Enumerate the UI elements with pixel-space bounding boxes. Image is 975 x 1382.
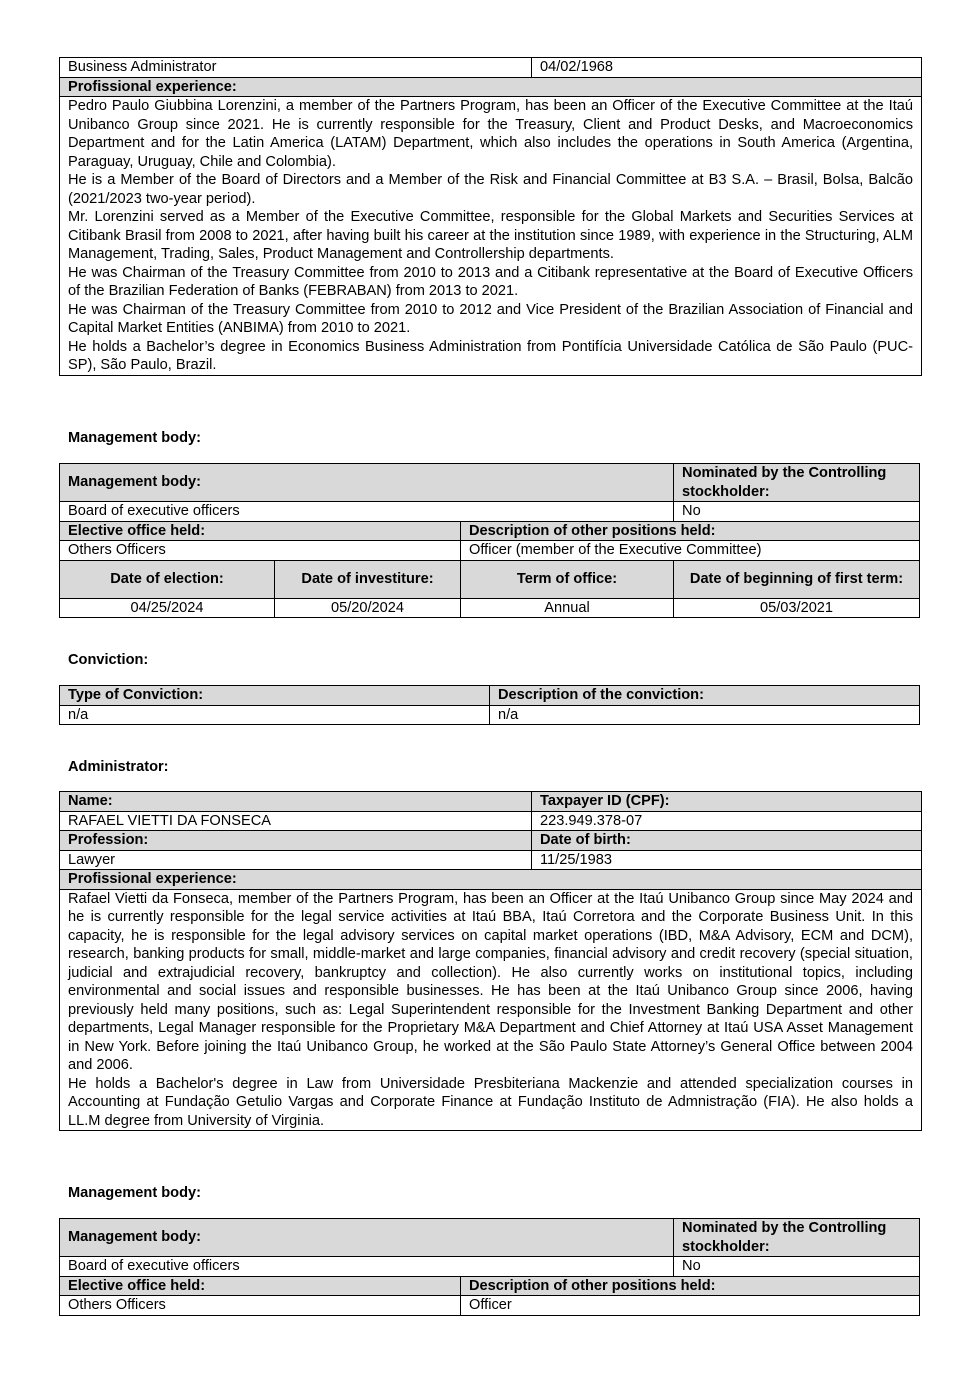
profession-value: Lawyer — [60, 850, 532, 870]
section-title-management-2: Management body: — [68, 1185, 201, 1201]
experience-label: Profissional experience: — [60, 870, 922, 890]
management-body-value: Board of executive officers — [60, 502, 674, 522]
profession-value: Business Administrator — [60, 58, 532, 78]
experience-label: Profissional experience: — [60, 77, 922, 97]
conviction-type-value: n/a — [60, 705, 490, 725]
administrator-2-table — [59, 791, 922, 1131]
experience-paragraph: Pedro Paulo Giubbina Lorenzini, a member of the Partners Program, has been an Officer of the Executive Committee at the Itaú Unibanco Group since 2021. He is currently responsible for the Treasury, Client and Product Desks, and Macroeconomics Department and for the Latin America (LATAM) Department, which also includes the operations in South America (Argentina, Paraguay, Uruguay, Chile and Colombia). — [68, 98, 913, 170]
first-term-label: Date of beginning of first term: — [674, 560, 920, 598]
management-body-label: Management body: — [60, 1219, 674, 1257]
birth-date-value: 04/02/1968 — [532, 58, 922, 78]
section-title-conviction: Conviction: — [68, 652, 149, 668]
experience-paragraph: Rafael Vietti da Fonseca, member of the Partners Program, has been an Officer at the Itaú Unibanco Group since May 2024 and he is currently responsible for the legal service activities at Itaú BBA, Itaú Corretora and the Corporate Business Unit. In this capacity, he is responsible for the legal advisory services on capital market operations (IBD, M&A Advisory, ECM and DCM), research, banking products for small, middle-market and large companies, financial advisory and credit recovery (special situation, judicial and extrajudicial recovery, bankruptcy and collection). He also currently works on institutional topics, including environmental and social issues and responsible businesses. He has been at the Itaú Unibanco Group since 2006, having previously held many positions, such as: Legal Superintendent responsible for the Investment Banking Department and other departments, Legal Manager responsible for the Proprietary M&A Department and Chief Attorney at Itaú USA Asset Management in New York. Before joining the Itaú Unibanco Group, he worked at the São Paulo State Attorney’s General Office between 2004 and 2006. — [68, 890, 913, 1073]
other-positions-value: Officer — [461, 1296, 920, 1316]
term-of-office-label: Term of office: — [461, 560, 674, 598]
term-of-office-value: Annual — [461, 598, 674, 618]
section-title-management-1: Management body: — [68, 430, 201, 446]
cpf-value: 223.949.378-07 — [532, 811, 922, 831]
elective-office-label: Elective office held: — [60, 1276, 461, 1296]
nominated-label: Nominated by the Controlling stockholder: — [674, 1219, 920, 1257]
date-of-investiture-label: Date of investiture: — [275, 560, 461, 598]
cpf-label: Taxpayer ID (CPF): — [532, 792, 922, 812]
date-of-election-label: Date of election: — [60, 560, 275, 598]
conviction-type-label: Type of Conviction: — [60, 686, 490, 706]
management-body-label: Management body: — [60, 464, 674, 502]
date-of-election-value: 04/25/2024 — [60, 598, 275, 618]
nominated-value: No — [674, 1257, 920, 1277]
experience-text — [60, 889, 922, 1131]
first-term-value: 05/03/2021 — [674, 598, 920, 618]
elective-office-value: Others Officers — [60, 541, 461, 561]
management-body-1-table — [59, 463, 920, 618]
experience-paragraph: He holds a Bachelor's degree in Law from Universidade Presbiteriana Mackenzie and attended specialization courses in Accounting at Fundação Getulio Vargas and Corporate Finance at Fundação Instituto de Admnistração (FIA). He also holds a LL.M degree from University of Virginia. — [68, 1075, 913, 1129]
conviction-description-value: n/a — [490, 705, 920, 725]
administrator-1-table — [59, 57, 922, 376]
other-positions-value: Officer (member of the Executive Committee) — [461, 541, 920, 561]
birth-label: Date of birth: — [532, 831, 922, 851]
name-value: RAFAEL VIETTI DA FONSECA — [60, 811, 532, 831]
experience-paragraph: Mr. Lorenzini served as a Member of the Executive Committee, responsible for the Global Markets and Securities Services at Citibank Brasil from 2008 to 2021, after having built his career at the institution since 1989, with experience in the Structuring, ALM Management, Trading, Sales, Product Management and Controllership departments. — [68, 209, 913, 262]
experience-paragraph: He holds a Bachelor’s degree in Economics Business Administration from Pontifícia Universidade Católica de São Paulo (PUC-SP), São Paulo, Brazil. — [68, 338, 913, 373]
other-positions-label: Description of other positions held: — [461, 521, 920, 541]
profession-label: Profession: — [60, 831, 532, 851]
name-label: Name: — [60, 792, 532, 812]
nominated-value: No — [674, 502, 920, 522]
other-positions-label: Description of other positions held: — [461, 1276, 920, 1296]
conviction-description-label: Description of the conviction: — [490, 686, 920, 706]
conviction-table — [59, 685, 920, 725]
experience-paragraph: He was Chairman of the Treasury Committee from 2010 to 2012 and Vice President of the Brazilian Association of Financial and Capital Market Entities (ANBIMA) from 2010 to 2021. — [68, 301, 913, 336]
experience-text — [60, 97, 922, 376]
birth-value: 11/25/1983 — [532, 850, 922, 870]
experience-paragraph: He was Chairman of the Treasury Committee from 2010 to 2013 and a Citibank representative at the Board of Executive Officers of the Brazilian Federation of Banks (FEBRABAN) from 2013 to 2021. — [68, 264, 913, 299]
experience-paragraph: He is a Member of the Board of Directors and a Member of the Risk and Financial Committee at B3 S.A. – Brasil, Bolsa, Balcão (2021/2023 two-year period). — [68, 172, 913, 207]
date-of-investiture-value: 05/20/2024 — [275, 598, 461, 618]
elective-office-label: Elective office held: — [60, 521, 461, 541]
elective-office-value: Others Officers — [60, 1296, 461, 1316]
management-body-value: Board of executive officers — [60, 1257, 674, 1277]
section-title-administrator: Administrator: — [68, 759, 169, 775]
management-body-2-table — [59, 1218, 920, 1316]
nominated-label: Nominated by the Controlling stockholder: — [674, 464, 920, 502]
